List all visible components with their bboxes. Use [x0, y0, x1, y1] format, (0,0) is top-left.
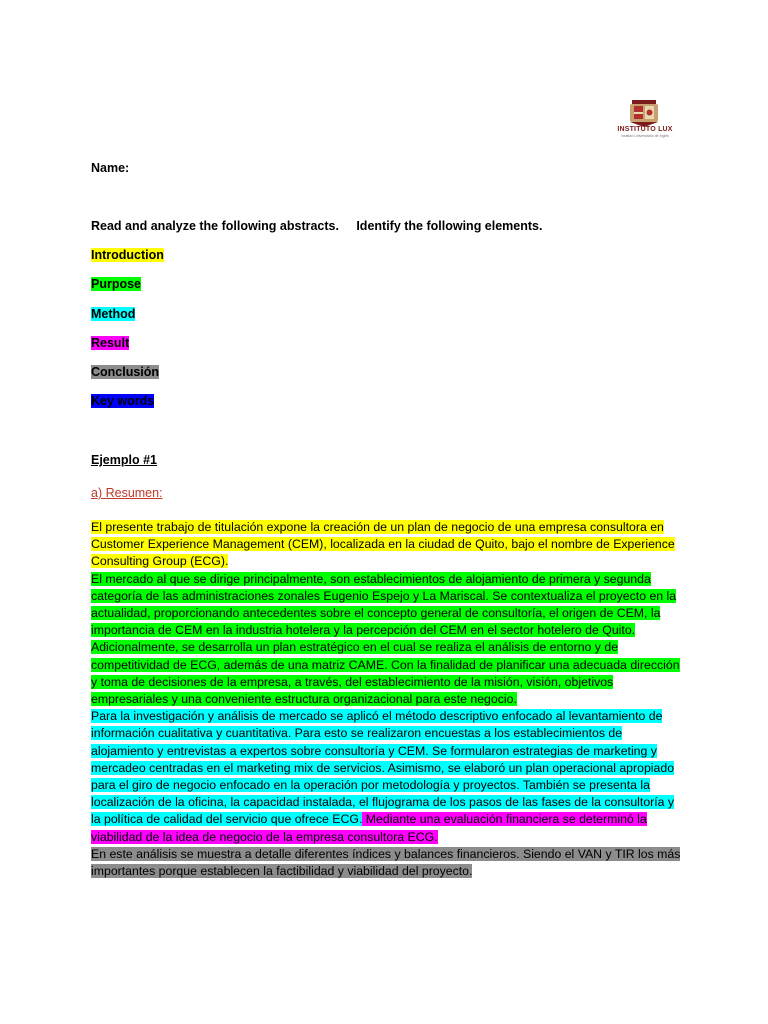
legend-result: Result: [91, 336, 130, 350]
logo-title: INSTITUTO LUX: [617, 126, 673, 133]
legend-key-words: Key words: [91, 394, 155, 408]
abstract-introduction: El presente trabajo de titulación expone la creación de un plan de negocio de una empresa consultora en Customer Experience Management (CEM), localizada en la ciudad de Quito, bajo el nombre de Experience Consulting Group (ECG).: [91, 520, 675, 569]
abstract-method: Para la investigación y análisis de mercado se aplicó el método descriptivo enfocado al levantamiento de información cualitativa y cuantitativa. Para esto se realizaron encuestas a los establecimientos de alojamiento y entrevistas a expertos sobre consultoría y CEM. Se formularon estrategias de marketing y mercadeo centradas en el marketing mix de servicios. Asimismo, se elaboró un plan operacional apropiado para el giro de negocio enfocado en la operación por metodología y proyectos. También se presenta la localización de la oficina, la capacidad instalada, el flujograma de los pasos de las fases de la consultoría y la política de calidad del servicio que ofrece ECG.: [91, 709, 675, 827]
logo-tagline: Instituto Universitario de Inglés: [621, 134, 669, 138]
abstract-conclusion: En este análisis se muestra a detalle diferentes índices y balances financieros. Siendo el VAN y TIR los más importantes porque establecen la factibilidad y viabilidad del proyecto.: [91, 846, 681, 879]
example-title: Ejemplo #1: [91, 453, 157, 467]
legend-conclusion: Conclusión: [91, 365, 160, 379]
legend-purpose: Purpose: [91, 277, 142, 291]
instructions: Read and analyze the following abstracts. Identify the following elements.: [91, 219, 543, 233]
abstract-result: Mediante una evaluación financiera se determinó la viabilidad de la idea de negocio de la empresa consultora ECG.: [91, 812, 647, 844]
abstract-body: [91, 519, 681, 880]
resumen-label: a) Resumen:: [91, 486, 163, 500]
name-label: Name:: [91, 161, 130, 175]
abstract-purpose: El mercado al que se dirige principalmente, son establecimientos de alojamiento de primera y segunda categoría de las administraciones zonales Eugenio Espejo y La Mariscal. Se contextualiza el proyecto en la actualidad, proporcionando antecedentes sobre el concepto general de consultoría, el origen de CEM, la importancia de CEM en la industria hotelera y la percepción del CEM en el sector hotelero de Quito. Adicionalmente, se desarrolla un plan estratégico en el cual se realiza el análisis de entorno y de competitividad de ECG, además de una matriz CAME. Con la finalidad de planificar una adecuada dirección y toma de decisiones de la empresa, a través, del establecimiento de la misión, visión, objetivos empresariales y una conveniente estructura organizacional para este negocio.: [91, 571, 680, 707]
legend-method: Method: [91, 307, 136, 321]
legend-introduction: Introduction: [91, 248, 164, 262]
